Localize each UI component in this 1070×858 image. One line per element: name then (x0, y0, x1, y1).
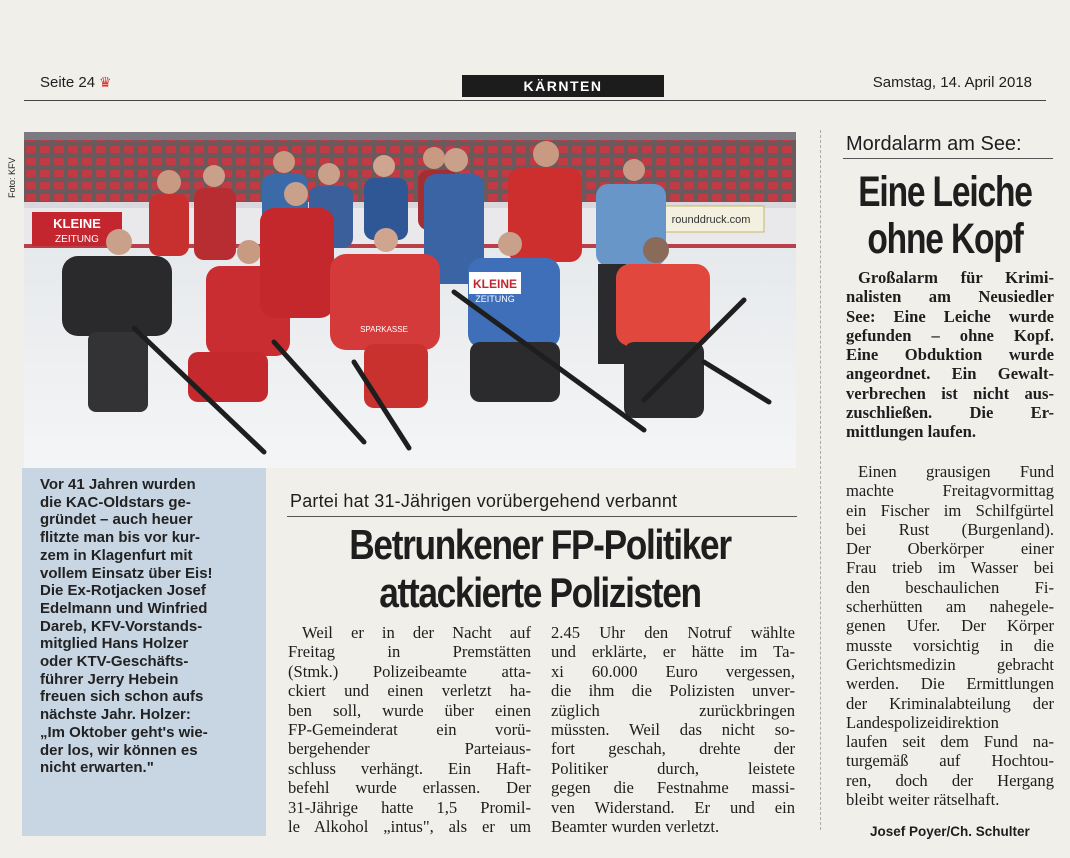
text-line: le Alkohol „intus", als er um (288, 816, 531, 836)
page-number (40, 74, 112, 91)
photo-caption (40, 476, 260, 777)
text-line: Politiker durch, leistete (551, 758, 795, 778)
article-headline-line2: attackierte Polizisten (379, 569, 701, 616)
article-column-2 (551, 623, 795, 836)
text-line: Gerichtsmedizin gebracht (846, 654, 1054, 674)
text-line: Landespolizeidirektion (846, 712, 999, 732)
sidebar-headline-line2: ohne Kopf (867, 215, 1023, 263)
text-line: scherhütten am nahegele- (846, 597, 1054, 617)
caption-line: Edelmann und Winfried (40, 599, 208, 617)
team-photo (24, 132, 796, 468)
caption-line: zem in Klagenfurt mit (40, 546, 193, 564)
text-line: befehl wurde erlassen. Der (288, 778, 531, 798)
text-line: FP-Gemeinderat ein vorü- (288, 719, 531, 739)
text-line: nalisten am Neusiedler (846, 287, 1054, 307)
text-line: ein Fischer im Schilfgürtel (846, 500, 1054, 520)
page-number-label: Seite 24 (40, 74, 96, 91)
kicker-divider (287, 516, 797, 517)
banner-zeitung: ZEITUNG (55, 234, 99, 245)
text-line: laufen seit dem Fund na- (846, 732, 1054, 752)
text-line: genen Ufer. Der Körper (846, 616, 1054, 636)
text-line: Eine Obduktion wurde (846, 345, 1054, 365)
article-kicker: Partei hat 31-Jährigen vorübergehend verbannt (290, 491, 678, 511)
text-line: machte Freitagvormittag (846, 481, 1054, 501)
sidebar-body (846, 462, 1054, 809)
caption-line: oder KTV-Geschäfts- (40, 653, 189, 671)
caption-line: die KAC-Oldstars ge- (40, 493, 191, 511)
banner-rounddruck: rounddruck.com (671, 214, 751, 226)
text-line: gefunden – ohne Kopf. (846, 325, 1054, 345)
text-line: schluss verhängt. Ein Haft- (288, 758, 531, 778)
sidebar-author: Josef Poyer/Ch. Schulter (870, 824, 1030, 839)
sidebar-kicker-divider (843, 158, 1053, 159)
text-line: züglich zurückbringen (551, 700, 795, 720)
text-line: ven Widerstand. Er und ein (551, 797, 795, 817)
text-line: Großalarm für Krimi- (858, 268, 1054, 287)
issue-date: Samstag, 14. April 2018 (872, 74, 1032, 91)
text-line: ben soll, wurde über einen (288, 700, 531, 720)
article-headline-line1: Betrunkener FP-Politiker (349, 521, 731, 568)
text-line: bergehender Parteiaus- (288, 739, 531, 759)
text-line: fort geschah, drehte der (551, 739, 795, 759)
banner-kleine: KLEINE (53, 216, 101, 231)
text-line: Einen grausigen Fund (858, 462, 1054, 481)
text-line: müssten. Weil das nicht so- (551, 719, 795, 739)
crown-icon: ♛ (99, 74, 112, 90)
text-line: Der Oberkörper einer (846, 539, 1054, 559)
text-line: der Kriminalabteilung der (846, 693, 1054, 713)
text-line: musste vorsichtig in die (846, 635, 1054, 655)
caption-line: Vor 41 Jahren wurden (40, 476, 196, 493)
text-line: ckiert und einen verletzt ha- (288, 681, 531, 701)
text-line: und erklärte, er hätte im Ta- (551, 642, 795, 662)
caption-line: vollem Einsatz über Eis! (40, 564, 213, 582)
jersey-kleine: KLEINE (472, 277, 518, 291)
photo-credit: Foto: KFV (7, 157, 17, 198)
caption-line: führer Jerry Hebein (40, 670, 179, 688)
text-line: zuschließen. Die Er- (846, 403, 1054, 423)
jersey-zeitung: ZEITUNG (475, 294, 515, 304)
caption-line: der los, wir können es (40, 741, 198, 759)
text-line: Weil er in der Nacht auf (302, 623, 531, 642)
caption-line: nächste Jahr. Holzer: (40, 706, 191, 724)
text-line: turgemäß auf Hochtou- (846, 751, 1054, 771)
caption-line: mitglied Hans Holzer (40, 635, 189, 653)
article-column-1 (288, 623, 531, 836)
text-line: 31-Jährige hatte 1,5 Promil- (288, 797, 531, 817)
text-line: den beschaulichen Fi- (846, 577, 1054, 597)
text-line: mittlungen laufen. (846, 422, 976, 442)
jersey-sponsor: SPARKASSE (360, 325, 408, 334)
section-label: KÄRNTEN (462, 75, 664, 97)
text-line: (Stmk.) Polizeibeamte atta- (288, 661, 531, 681)
header-divider (24, 100, 1046, 101)
caption-line: Die Ex-Rotjacken Josef (40, 582, 206, 600)
text-line: verbrechen ist nicht aus- (846, 383, 1054, 403)
text-line: werden. Die Ermittlungen (846, 674, 1054, 694)
caption-line: freuen sich schon aufs (40, 688, 204, 706)
caption-line: nicht erwarten." (40, 759, 154, 777)
text-line: Beamter wurden verletzt. (551, 816, 720, 836)
text-line: gegen die Festnahme massi- (551, 778, 795, 798)
text-line: bei Rust (Burgenland). (846, 519, 1054, 539)
caption-line: „Im Oktober geht's wie- (40, 723, 208, 741)
sidebar-headline-line1: Eine Leiche (858, 168, 1032, 216)
text-line: See: Eine Leiche wurde (846, 306, 1054, 326)
text-line: ren, doch der Hergang (846, 770, 1054, 790)
sidebar-kicker: Mordalarm am See: (846, 133, 1022, 155)
text-line: angeordnet. Ein Gewalt- (846, 364, 1054, 384)
text-line: die ihm die Polizisten unver- (551, 681, 795, 701)
text-line: bleibt weiter rätselhaft. (846, 790, 1000, 810)
text-line: Frau trieb im Wasser bei (846, 558, 1054, 578)
text-line: xi 60.000 Euro vergessen, (551, 661, 795, 681)
text-line: 2.45 Uhr den Notruf wählte (551, 623, 795, 642)
caption-line: Dareb, KFV-Vorstands- (40, 617, 203, 635)
caption-line: flitzte man bis vor kur- (40, 529, 201, 547)
caption-line: gründet – auch heuer (40, 511, 193, 529)
column-divider (820, 130, 821, 830)
sidebar-lead (846, 268, 1054, 442)
text-line: Freitag in Premstätten (288, 642, 531, 662)
